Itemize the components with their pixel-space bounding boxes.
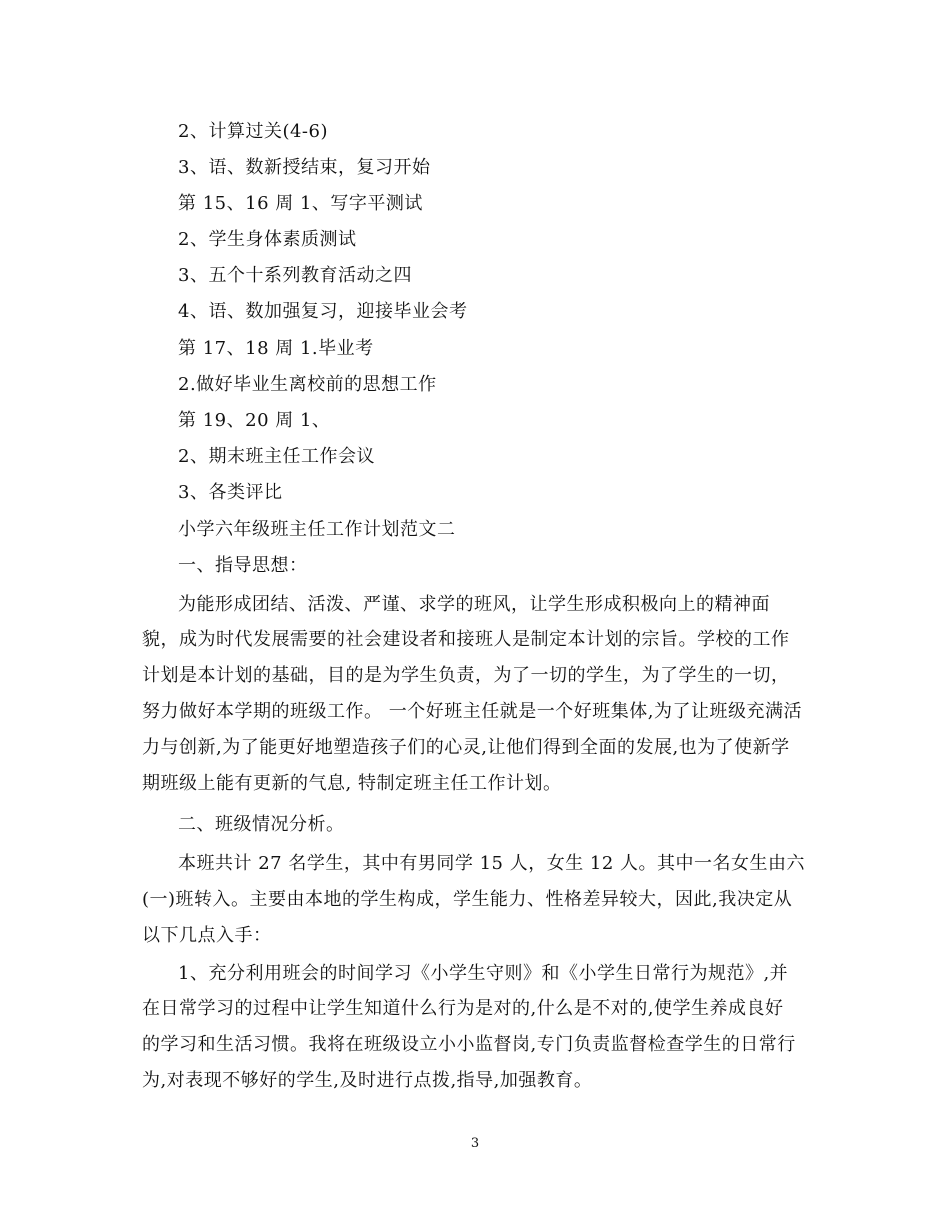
schedule-line: 3、语、数新授结束，复习开始 — [178, 157, 431, 178]
section-title: 小学六年级班主任工作计划范文二 — [178, 519, 456, 540]
paragraph-line: 力与创新,为了能更好地塑造孩子们的心灵,让他们得到全面的发展,也为了使新学 — [142, 737, 790, 758]
paragraph-line: 的学习和生活习惯。我将在班级设立小小监督岗,专门负责监督检查学生的日常行 — [142, 1034, 796, 1055]
paragraph-line: 计划是本计划的基础，目的是为学生负责，为了一切的学生，为了学生的一切， — [142, 665, 790, 686]
paragraph-line: 为能形成团结、活泼、严谨、求学的班风，让学生形成积极向上的精神面 — [178, 594, 770, 615]
page-number: 3 — [470, 1136, 480, 1151]
schedule-line: 2、计算过关(4-6) — [178, 121, 328, 142]
schedule-line: 2、期末班主任工作会议 — [178, 446, 375, 467]
schedule-line: 3、五个十系列教育活动之四 — [178, 265, 412, 286]
paragraph-line: 期班级上能有更新的气息, 特制定班主任工作计划。 — [142, 773, 562, 794]
paragraph-line: 以下几点入手： — [142, 925, 272, 946]
schedule-line: 第 17、18 周 1.毕业考 — [178, 338, 374, 359]
heading-class-analysis: 二、班级情况分析。 — [178, 814, 345, 835]
schedule-line: 3、各类评比 — [178, 482, 283, 503]
paragraph-line: 1、充分利用班会的时间学习《小学生守则》和《小学生日常行为规范》,并 — [178, 963, 789, 984]
schedule-line: 第 15、16 周 1、写字平测试 — [178, 193, 423, 214]
paragraph-line: 为,对表现不够好的学生,及时进行点拨,指导,加强教育。 — [142, 1070, 593, 1091]
schedule-line: 4、语、数加强复习，迎接毕业会考 — [178, 301, 468, 322]
schedule-line: 2.做好毕业生离校前的思想工作 — [178, 374, 437, 395]
paragraph-line: 努力做好本学期的班级工作。 一个好班主任就是一个好班集体,为了让班级充满活 — [142, 701, 802, 722]
heading-guiding-thought: 一、指导思想： — [178, 555, 308, 576]
schedule-line: 2、学生身体素质测试 — [178, 229, 357, 250]
paragraph-line: (一)班转入。主要由本地的学生构成，学生能力、性格差异较大，因此,我决定从 — [142, 889, 793, 910]
paragraph-line: 貌，成为时代发展需要的社会建设者和接班人是制定本计划的宗旨。学校的工作 — [142, 629, 790, 650]
paragraph-line: 本班共计 27 名学生，其中有男同学 15 人，女生 12 人。其中一名女生由六 — [178, 853, 806, 874]
schedule-line: 第 19、20 周 1、 — [178, 410, 331, 431]
paragraph-line: 在日常学习的过程中让学生知道什么行为是对的,什么是不对的,使学生养成良好 — [142, 998, 784, 1019]
